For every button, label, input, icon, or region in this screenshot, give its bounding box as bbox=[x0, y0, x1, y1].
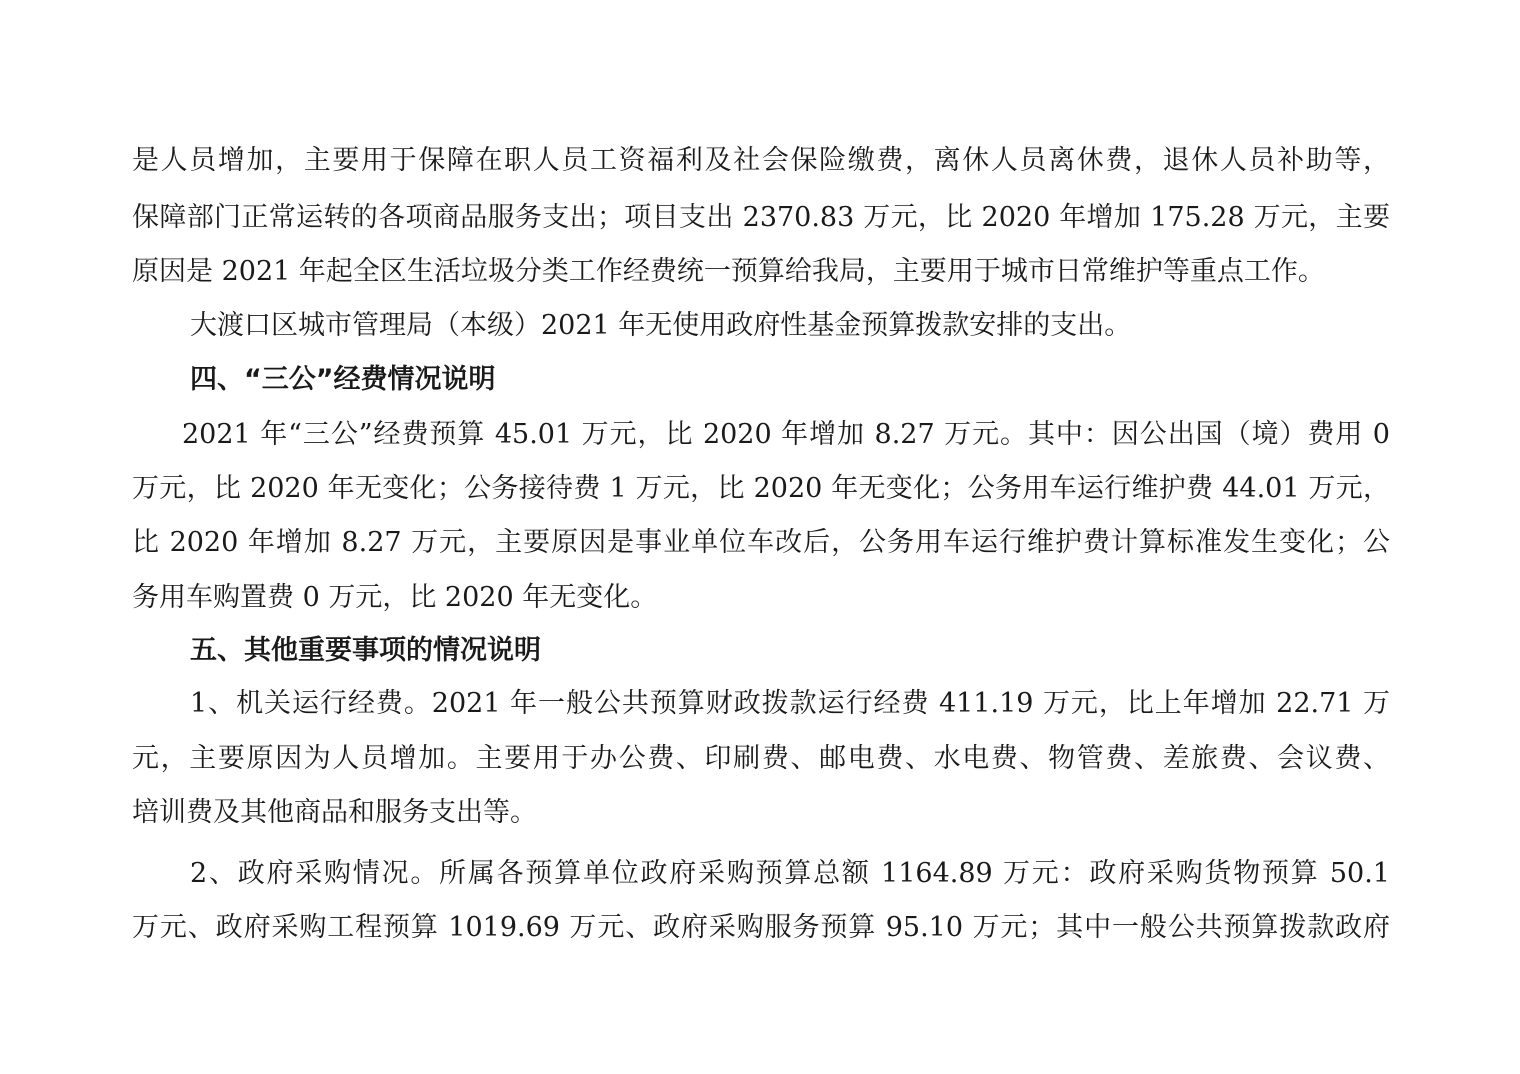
section-heading: 五、其他重要事项的情况说明 bbox=[190, 635, 541, 666]
body-text-line: 万元，比 2020 年无变化；公务接待费 1 万元，比 2020 年无变化；公务用车运行维护费 44.01 万元， bbox=[132, 473, 1390, 504]
body-text-line: 元，主要原因为人员增加。主要用于办公费、印刷费、邮电费、水电费、物管费、差旅费、会议费、 bbox=[132, 743, 1390, 774]
body-text-line: 大渡口区城市管理局（本级）2021 年无使用政府性基金预算拨款安排的支出。 bbox=[190, 310, 1132, 341]
body-text-line: 务用车购置费 0 万元，比 2020 年无变化。 bbox=[132, 582, 658, 613]
body-text-line: 比 2020 年增加 8.27 万元，主要原因是事业单位车改后，公务用车运行维护费计算标准发生变化；公 bbox=[132, 527, 1390, 558]
body-text-line: 1、机关运行经费。2021 年一般公共预算财政拨款运行经费 411.19 万元，比上年增加 22.71 万 bbox=[190, 688, 1390, 719]
body-text-line: 2021 年“三公”经费预算 45.01 万元，比 2020 年增加 8.27 万元。其中：因公出国（境）费用 0 bbox=[182, 419, 1390, 450]
body-text-line: 是人员增加，主要用于保障在职人员工资福利及社会保险缴费，离休人员离休费，退休人员补助等， bbox=[132, 145, 1390, 176]
body-text-line: 培训费及其他商品和服务支出等。 bbox=[132, 797, 537, 828]
body-text-line: 保障部门正常运转的各项商品服务支出；项目支出 2370.83 万元，比 2020 年增加 175.28 万元，主要 bbox=[132, 202, 1390, 233]
section-heading: 四、“三公”经费情况说明 bbox=[190, 364, 496, 395]
body-text-line: 原因是 2021 年起全区生活垃圾分类工作经费统一预算给我局，主要用于城市日常维护等重点工作。 bbox=[132, 256, 1325, 287]
body-text-line: 万元、政府采购工程预算 1019.69 万元、政府采购服务预算 95.10 万元；其中一般公共预算拨款政府 bbox=[132, 912, 1390, 943]
body-text-line: 2、政府采购情况。所属各预算单位政府采购预算总额 1164.89 万元：政府采购货物预算 50.1 bbox=[190, 858, 1390, 889]
